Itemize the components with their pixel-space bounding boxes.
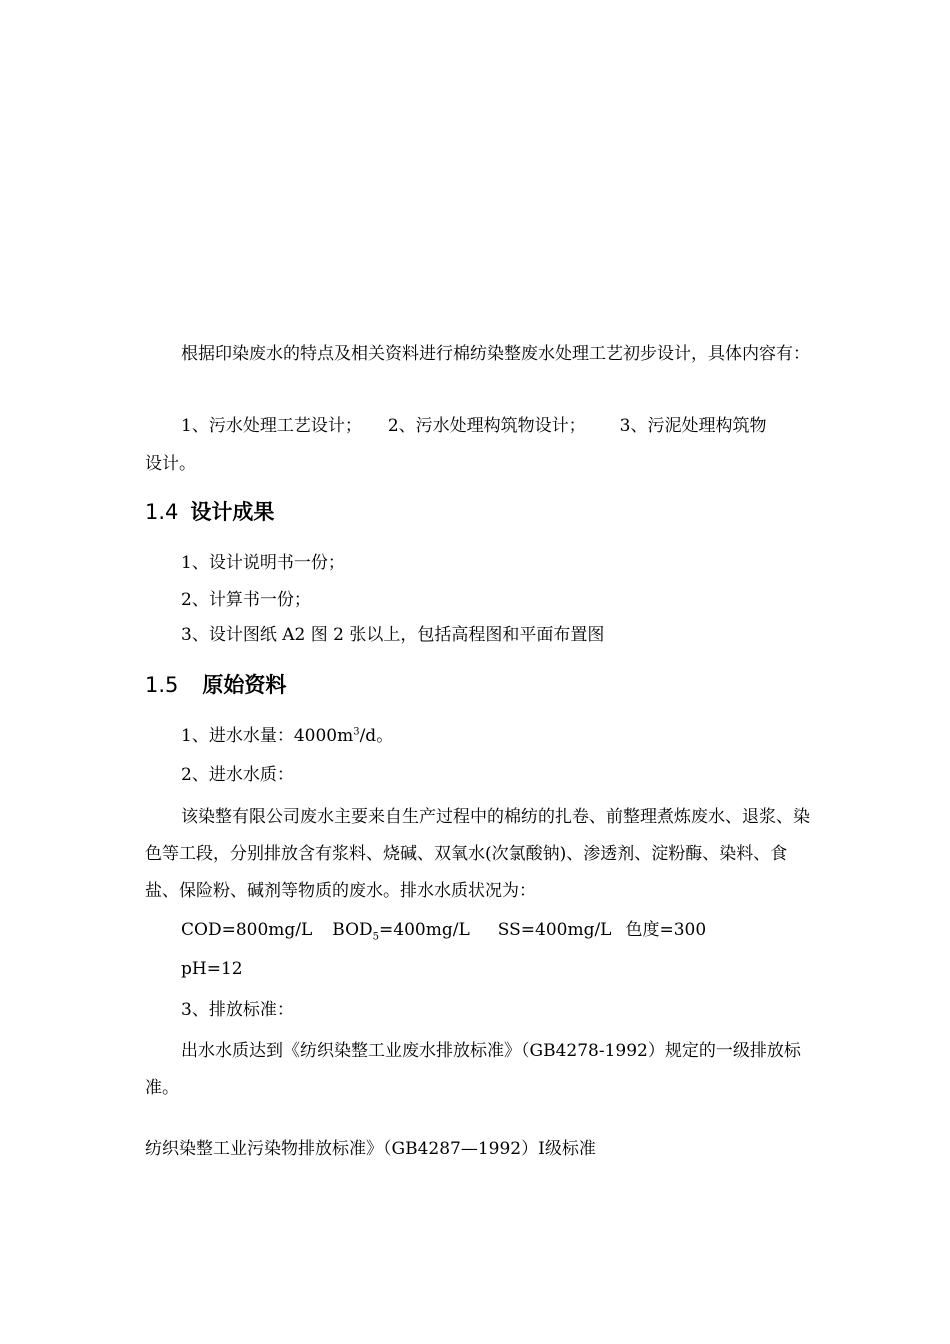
- footer-standard-note: 纺织染整工业污染物排放标准》（GB4287—1992）Ⅰ级标准: [145, 1139, 596, 1159]
- section-number: 1.5: [145, 673, 179, 697]
- water-quality-params: [181, 918, 706, 942]
- task-item-3: 3、污泥处理构筑物: [619, 416, 767, 436]
- discharge-standard-label: 3、排放标准：: [181, 1000, 294, 1020]
- section-title: 设计成果: [190, 500, 275, 524]
- ph-value: pH=12: [181, 959, 243, 979]
- ss-value: SS=400mg/L: [497, 920, 612, 940]
- task-list: [181, 414, 766, 438]
- section-title: 原始资料: [202, 673, 287, 697]
- section-heading-1-4: [145, 498, 274, 526]
- task-item-1: 1、污水处理工艺设计；: [181, 416, 362, 436]
- inflow-volume: [181, 724, 393, 748]
- inflow-volume-unit: /d。: [359, 726, 394, 746]
- deliverable-item: 1、设计说明书一份；: [181, 553, 345, 573]
- inflow-quality-label: 2、进水水质：: [181, 765, 294, 785]
- task-item-2: 2、污水处理构筑物设计；: [387, 416, 586, 436]
- wastewater-description: 该染整有限公司废水主要来自生产过程中的棉纺的扎卷、前整理煮炼废水、退浆、染色等工段，分别排放含有浆料、烧碱、双氧水(次氯酸钠)、渗透剂、淀粉酶、染料、食盐、保险粉、碱剂等物质的废水。排水水质状况为：: [145, 807, 810, 901]
- cod-value: COD=800mg/L: [181, 920, 313, 940]
- deliverable-item: 2、计算书一份；: [181, 590, 311, 610]
- section-number: 1.4: [145, 500, 179, 524]
- unit-superscript: 3: [353, 726, 360, 738]
- discharge-standard-text: 出水水质达到《纺织染整工业废水排放标准》（GB4278-1992）规定的一级排放标准。: [145, 1041, 801, 1098]
- intro-paragraph: 根据印染废水的特点及相关资料进行棉纺染整废水处理工艺初步设计，具体内容有：: [181, 344, 810, 364]
- bod-value: $BOD_5=400mg/L$: [332, 920, 470, 943]
- deliverable-item: 3、设计图纸 A2 图 2 张以上，包括高程图和平面布置图: [181, 625, 605, 645]
- inflow-volume-text: 1、进水水量：4000m: [181, 726, 354, 746]
- color-value: 色度=300: [625, 920, 707, 940]
- task-item-3-continued: 设计。: [145, 454, 196, 474]
- section-heading-1-5: [145, 671, 286, 699]
